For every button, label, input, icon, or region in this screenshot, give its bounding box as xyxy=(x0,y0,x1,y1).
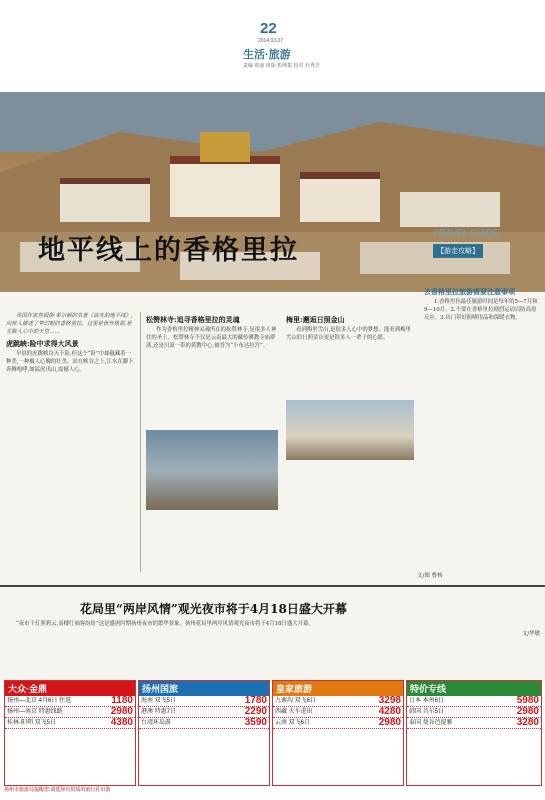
ad-row: 云南 双飞6日 2980 xyxy=(275,718,401,728)
article-intro: 英国作家詹姆斯·希尔顿的名著《消失的地平线》,向世人描述了梦幻般的香格里拉。这里是世外桃源,是无数人心中的天堂…… xyxy=(6,313,133,335)
ad-price: 2980 xyxy=(516,707,539,717)
ad-title: 特价专线 xyxy=(407,681,541,696)
ad-price: 1780 xyxy=(244,696,267,706)
ad-row: 扬州—南京 特惠线路 2980 xyxy=(7,707,133,717)
ad-price: 5980 xyxy=(516,696,539,706)
news-body: “夜市千灯照碧云,高楼红袖客纷纷”这是盛唐时期扬州夜市的繁华景象。扬州花局里两岸风情观光夜市将于4月18日盛大开幕。 xyxy=(16,621,314,627)
masthead xyxy=(0,0,545,92)
ad-block-1 xyxy=(4,680,136,786)
ad-block-2 xyxy=(138,680,270,786)
songzanlin-photo xyxy=(146,430,278,510)
article-byline: 文/图 曹杨 xyxy=(417,573,443,579)
travel-guide-badge xyxy=(433,228,513,258)
ad-row: 港澳 特惠7日 2290 xyxy=(141,707,267,717)
ad-row: 扬州—北京 4月6日 往返 1180 xyxy=(7,696,133,706)
ad-row: 韩国 首尔5日 2980 xyxy=(409,707,539,717)
section-title: 生活·旅游 xyxy=(243,49,291,61)
ad-price: 1180 xyxy=(111,696,133,706)
ad-price: 4280 xyxy=(378,707,401,717)
ad-price: 3280 xyxy=(516,718,539,728)
ad-row: 九寨沟 双飞6日 3298 xyxy=(275,696,401,706)
travel-guide-cn: 【游走攻略】 xyxy=(433,244,483,258)
section-divider xyxy=(0,585,545,587)
ad-price: 2980 xyxy=(378,718,401,728)
article-headline: 地平线上的香格里拉 xyxy=(38,235,299,266)
ad-row: 西藏 火车进出 4280 xyxy=(275,707,401,717)
ad-row: 海南 双飞5日 1780 xyxy=(141,696,267,706)
page-number: 22 xyxy=(260,20,277,37)
ad-price: 2980 xyxy=(110,707,133,717)
footer-notice: 扬州市旅游局提醒您:请选择有资质的旅行社出游 xyxy=(4,787,111,793)
body-songzanlin: 作为香格里拉精神灵魂所在的松赞林寺,是很多人神往的圣土。松赞林寺不仅是云南最大的藏传佛教寺庙群落,还是川滇一带的黄教中心,被誉为“小布达拉宫”。 xyxy=(146,327,277,349)
ad-row: 日本 本州6日 5980 xyxy=(409,696,539,706)
issue-date: 2014.03.07 xyxy=(258,38,284,44)
news-byline: 文/华敏 xyxy=(522,631,540,637)
ad-title: 扬州国旅 xyxy=(139,681,269,696)
tips-body: 1.香格里拉最佳旅游时间是每年的5—7月和9—10月。2.不要在香格里拉剧烈运动以防高原反应。3.出门带好防晒用品和保暖衣物。 xyxy=(424,299,538,321)
news-headline: 花局里“两岸风情”观光夜市将于4月18日盛大开幕 xyxy=(80,602,347,616)
ad-price: 2290 xyxy=(244,707,267,717)
ad-block-3 xyxy=(272,680,404,786)
ad-price: 3590 xyxy=(244,718,267,728)
ad-block-4 xyxy=(406,680,542,786)
travel-guide-en: TRAVEL GUIDE xyxy=(433,228,499,238)
ad-section xyxy=(0,680,545,800)
ad-row: 桂林·阳朔 双飞5日 4380 xyxy=(7,718,133,728)
tips-column xyxy=(424,284,540,569)
ad-row: 泰国 曼谷芭提雅 3280 xyxy=(409,718,539,728)
ad-price: 4380 xyxy=(110,718,133,728)
meili-photo xyxy=(286,400,414,460)
editors-credit: 责编 蔡丽 组版 机缚集 校对 杜秀芳 xyxy=(243,63,320,69)
body-meili: 看到梅里雪山,是很多人心中的梦想。能看到梅里雪山的日照金山更是很多人一辈子的心愿。 xyxy=(286,327,411,341)
ad-price: 3298 xyxy=(378,696,401,706)
subhead-tiger-leaping: 虎跳峡:险中求得大风景 xyxy=(6,339,79,348)
ad-row: 台湾环岛游 3590 xyxy=(141,718,267,728)
subhead-meili: 梅里:邂逅日照金山 xyxy=(286,315,345,324)
article-column-1 xyxy=(6,312,136,572)
column-divider xyxy=(140,312,141,572)
ad-title: 皇家旅游 xyxy=(273,681,403,696)
subhead-songzanlin: 松赞林寺:追寻香格里拉的灵魂 xyxy=(146,315,240,324)
body-tiger-leaping: 早晨的虎跳峡谷天下险,但这个“险”中却蕴藏着一种美,一种摄人心魄的壮美。站在峡谷之上,江水在脚下奔腾咆哮,如猛虎出山,震撼人心。 xyxy=(6,351,134,373)
ad-title: 大众·金鼎 xyxy=(5,681,135,696)
news-body-block xyxy=(6,620,540,675)
tips-title: 去香格里拉旅游需要注意事项 xyxy=(424,287,515,296)
